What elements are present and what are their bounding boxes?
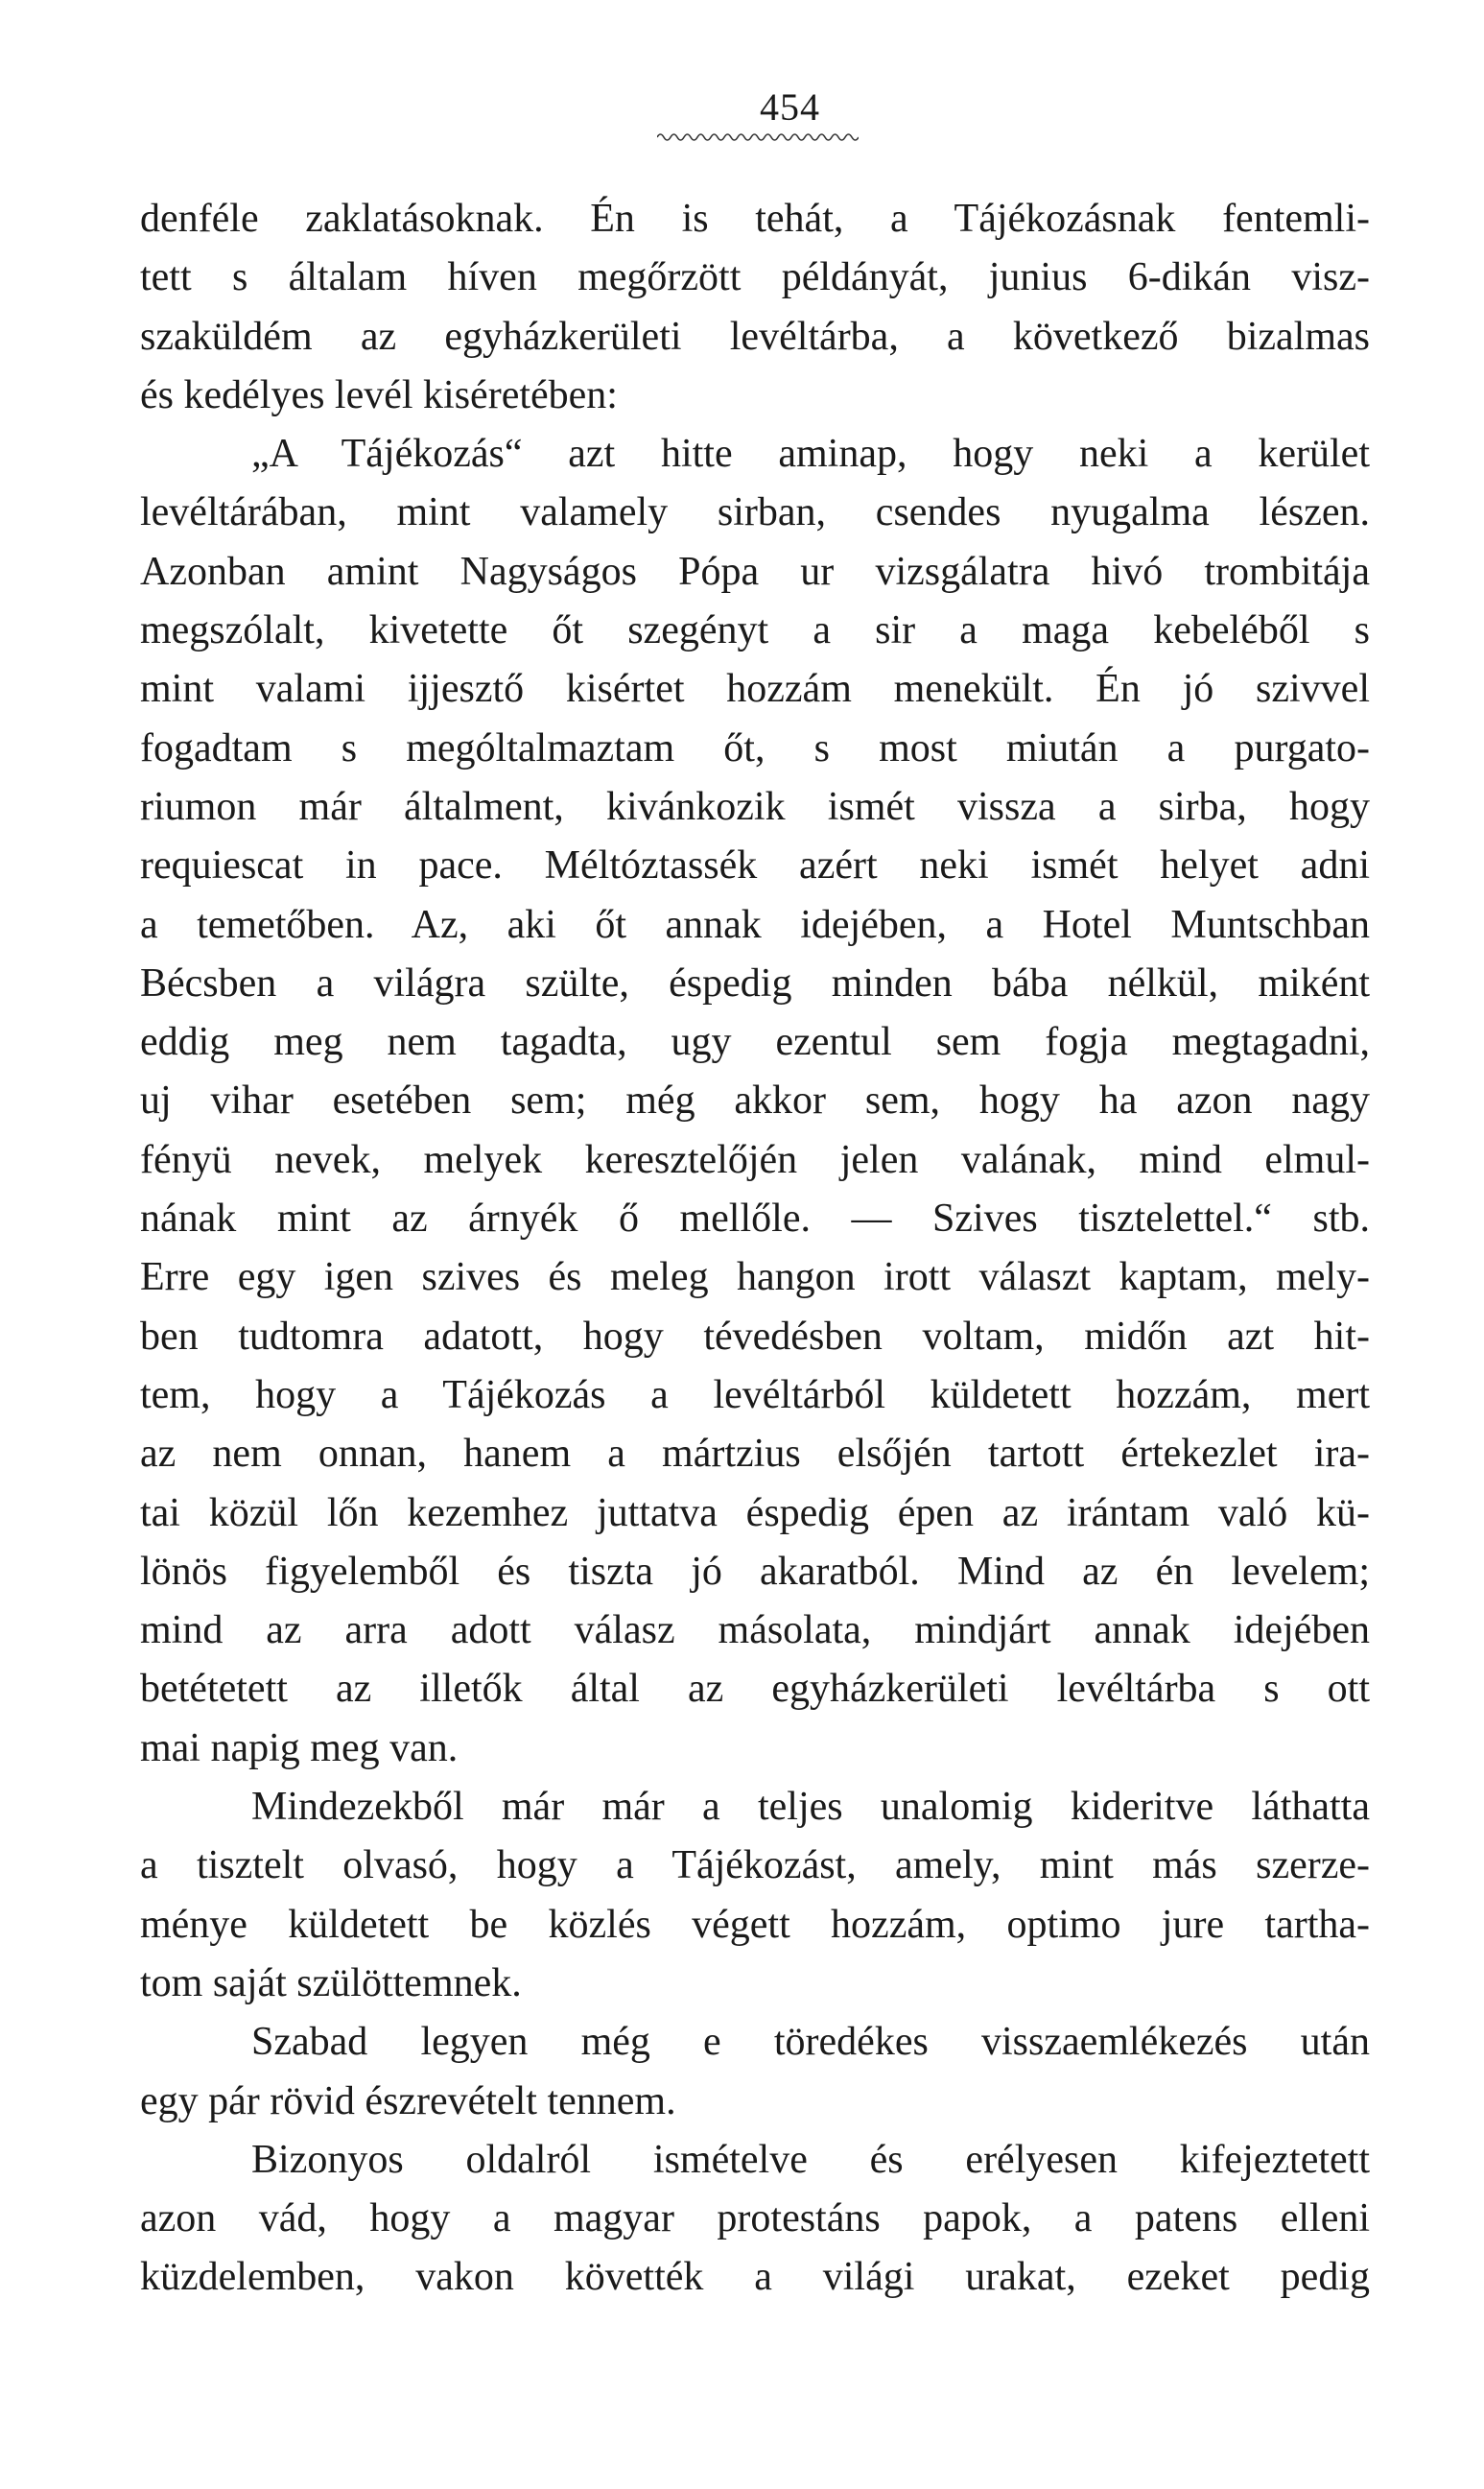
text-line: fogadtam s mególtalmaztam őt, s most miután a purgato- xyxy=(140,725,1370,770)
text-line: fényü nevek, melyek keresztelőjén jelen valának, mind elmul- xyxy=(140,1137,1370,1182)
text-line: az nem onnan, hanem a mártzius elsőjén tartott értekezlet ira- xyxy=(140,1432,1370,1477)
text-line: nának mint az árnyék ő mellőle. — Szives tisztelettel.“ stb. xyxy=(140,1197,1370,1242)
text-line: a tisztelt olvasó, hogy a Tájékozást, amely, mint más szerze- xyxy=(140,1843,1370,1888)
text-line: küzdelemben, vakon követték a világi urakat, ezeket pedig xyxy=(140,2255,1370,2300)
text-line: uj vihar esetében sem; még akkor sem, hogy ha azon nagy xyxy=(140,1079,1370,1124)
text-line: ménye küldetett be közlés végett hozzám, optimo jure tartha- xyxy=(140,1902,1370,1947)
text-line: megszólalt, kivetette őt szegényt a sir a maga kebeléből s xyxy=(140,608,1370,653)
text-line: eddig meg nem tagadta, ugy ezentul sem fogja megtagadni, xyxy=(140,1020,1370,1065)
text-line: Erre egy igen szives és meleg hangon irott választ kaptam, mely- xyxy=(140,1255,1370,1300)
text-line: Bizonyos oldalról ismételve és erélyesen kifejeztetett xyxy=(251,2137,1370,2182)
text-line: Azonban amint Nagyságos Pópa ur vizsgálatra hivó trombitája xyxy=(140,549,1370,594)
text-line: azon vád, hogy a magyar protestáns papok, a patens elleni xyxy=(140,2196,1370,2241)
text-line: denféle zaklatásoknak. Én is tehát, a Tájékozásnak fentemli- xyxy=(140,197,1370,241)
text-line: Szabad legyen még e töredékes visszaemlékezés után xyxy=(251,2020,1370,2065)
text-line: tai közül lőn kezemhez juttatva éspedig épen az irántam való kü- xyxy=(140,1490,1370,1535)
text-line: „A Tájékozás“ azt hitte aminap, hogy neki a kerület xyxy=(251,432,1370,477)
body-text xyxy=(140,190,1370,2308)
text-line: lönös figyelemből és tiszta jó akaratból. Mind az én levelem; xyxy=(140,1549,1370,1594)
text-line: és kedélyes levél kiséretében: xyxy=(140,372,618,417)
text-line: a temetőben. Az, aki őt annak idejében, a Hotel Muntschban xyxy=(140,902,1370,947)
text-line: mai napig meg van. xyxy=(140,1725,459,1770)
text-line: mind az arra adott válasz másolata, mindjárt annak idejében xyxy=(140,1608,1370,1653)
text-line: Mindezekből már már a teljes unalomig kideritve láthatta xyxy=(251,1785,1370,1830)
text-line: szaküldém az egyházkerületi levéltárba, a következő bizalmas xyxy=(140,314,1370,359)
text-line: tett s általam híven megőrzött példányát, junius 6-dikán visz- xyxy=(140,255,1370,300)
text-line: requiescat in pace. Méltóztassék azért neki ismét helyet adni xyxy=(140,843,1370,889)
text-line: riumon már általment, kivánkozik ismét vissza a sirba, hogy xyxy=(140,784,1370,829)
wavy-rule-ornament xyxy=(657,130,859,144)
page-number: 454 xyxy=(760,85,820,129)
page-header xyxy=(0,84,1484,130)
text-line: betétetett az illetők által az egyházkerületi levéltárba s ott xyxy=(140,1667,1370,1712)
text-line: mint valami ijjesztő kisértet hozzám menekült. Én jó szivvel xyxy=(140,667,1370,712)
text-line: tem, hogy a Tájékozás a levéltárból küldetett hozzám, mert xyxy=(140,1372,1370,1417)
text-line: egy pár rövid észrevételt tennem. xyxy=(140,2078,676,2123)
text-line: Bécsben a világra szülte, éspedig minden bába nélkül, miként xyxy=(140,960,1370,1006)
text-line: levéltárában, mint valamely sirban, csendes nyugalma lészen. xyxy=(140,490,1370,535)
text-line: tom saját szülöttemnek. xyxy=(140,1960,522,2005)
text-line: ben tudtomra adatott, hogy tévedésben voltam, midőn azt hit- xyxy=(140,1314,1370,1359)
